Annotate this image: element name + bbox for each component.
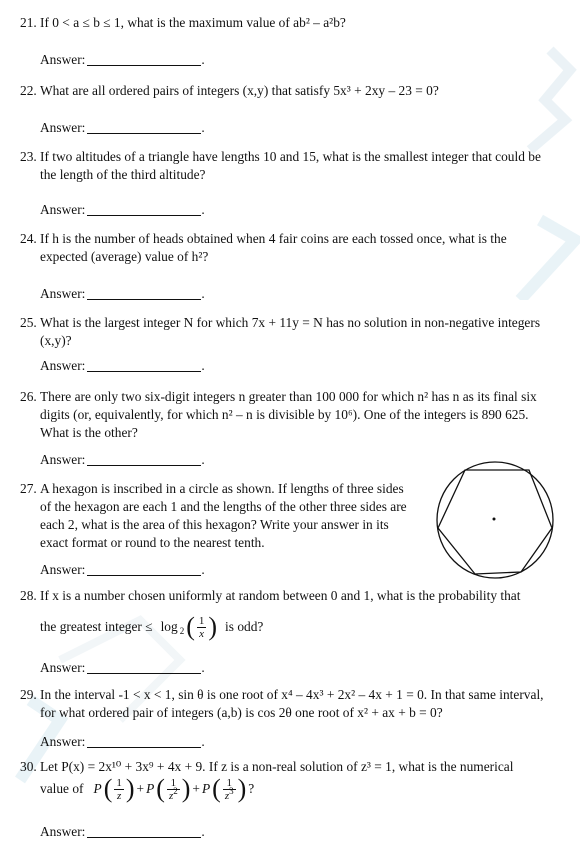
question-number: 29. [20, 687, 37, 702]
question-number: 21. [20, 15, 37, 30]
answer-30: Answer: . [40, 824, 205, 839]
center-point [493, 518, 496, 521]
question-text: If 0 < a ≤ b ≤ 1, what is the maximum value of ab² – a²b? [40, 15, 346, 30]
question-text: Let P(x) = 2x¹⁰ + 3x⁹ + 4x + 9. If z is a non-real solution of z³ = 1, what is the numerical [40, 759, 514, 774]
question-number: 30. [20, 759, 37, 774]
question-text: What are all ordered pairs of integers (x,y) that satisfy 5x³ + 2xy – 23 = 0? [40, 83, 439, 98]
question-number: 26. [20, 389, 37, 404]
answer-blank[interactable] [87, 452, 201, 466]
answer-blank[interactable] [87, 286, 201, 300]
fraction-1-over-x: $\frac{1}{x}$ [198, 614, 205, 640]
question-23 [20, 148, 556, 184]
answer-blank[interactable] [87, 562, 201, 576]
question-25 [20, 314, 556, 350]
answer-blank[interactable] [87, 734, 201, 748]
answer-24: Answer: . [40, 286, 205, 301]
answer-blank[interactable] [87, 824, 201, 838]
fraction-1-over-z3: $\frac{1}{z^3}$ [224, 776, 234, 802]
question-28-expression: the greatest integer ≤ log 2 ( $\frac{1}{x}$ ) is odd? [40, 612, 264, 641]
question-text: If two altitudes of a triangle have lengths 10 and 15, what is the smallest integer that could be the length of the third altitude? [40, 149, 541, 182]
hexagon [438, 470, 552, 574]
question-29 [20, 686, 556, 722]
answer-label: Answer: [40, 286, 86, 301]
answer-label: Answer: [40, 562, 86, 577]
answer-label: Answer: [40, 660, 86, 675]
answer-label: Answer: [40, 358, 86, 373]
question-text: If h is the number of heads obtained when 4 fair coins are each tossed once, what is the expected (average) value of h²? [40, 231, 507, 264]
answer-26: Answer: . [40, 452, 205, 467]
question-number: 25. [20, 315, 37, 330]
question-27 [20, 480, 412, 552]
answer-label: Answer: [40, 52, 86, 67]
answer-29: Answer: . [40, 734, 205, 749]
answer-25: Answer: . [40, 358, 205, 373]
question-22 [20, 82, 556, 100]
answer-28: Answer: . [40, 660, 205, 675]
question-number: 27. [20, 481, 37, 496]
inscribed-hexagon-figure [433, 458, 557, 582]
answer-blank[interactable] [87, 660, 201, 674]
answer-23: Answer: . [40, 202, 205, 217]
answer-21: Answer: . [40, 52, 205, 67]
question-text: There are only two six-digit integers n greater than 100 000 for which n² has n as its final six digits (or, equivalently, for which n² – n is divisible by 10⁶). One of the integers is 890 625. What is the other? [40, 389, 537, 440]
question-text: What is the largest integer N for which 7x + 11y = N has no solution in non-negative integers (x,y)? [40, 315, 541, 348]
question-30-expression: value of P ( $\frac{1}{z}$ ) + P ( $\frac{1}{z^2}$ ) + P ( $\frac{1}{z^3}$ ) ? [40, 774, 255, 803]
question-30 [20, 758, 556, 776]
answer-blank[interactable] [87, 120, 201, 134]
answer-blank[interactable] [87, 202, 201, 216]
answer-label: Answer: [40, 202, 86, 217]
question-26 [20, 388, 556, 442]
answer-label: Answer: [40, 734, 86, 749]
question-text: If x is a number chosen uniformly at random between 0 and 1, what is the probability that [40, 588, 521, 603]
question-24 [20, 230, 556, 266]
question-text: A hexagon is inscribed in a circle as shown. If lengths of three sides of the hexagon are each 1 and the lengths of the other three sides are each 2, what is the area of this hexagon? Write your answer in its exact format or round to the nearest tenth. [40, 481, 407, 550]
question-21 [20, 14, 556, 32]
answer-blank[interactable] [87, 358, 201, 372]
question-number: 23. [20, 149, 37, 164]
answer-22: Answer: . [40, 120, 205, 135]
question-number: 28. [20, 588, 37, 603]
question-text: In the interval -1 < x < 1, sin θ is one root of x⁴ – 4x³ + 2x² – 4x + 1 = 0. In that same interval, for what ordered pair of integers (a,b) is cos 2θ one root of x² + ax + b = 0? [40, 687, 544, 720]
fraction-1-over-z2: $\frac{1}{z^2}$ [168, 776, 178, 802]
answer-label: Answer: [40, 120, 86, 135]
answer-27: Answer: . [40, 562, 205, 577]
question-28 [20, 587, 556, 605]
question-number: 24. [20, 231, 37, 246]
fraction-1-over-z: $\frac{1}{z}$ [116, 776, 122, 802]
question-number: 22. [20, 83, 37, 98]
answer-label: Answer: [40, 824, 86, 839]
answer-blank[interactable] [87, 52, 201, 66]
answer-label: Answer: [40, 452, 86, 467]
